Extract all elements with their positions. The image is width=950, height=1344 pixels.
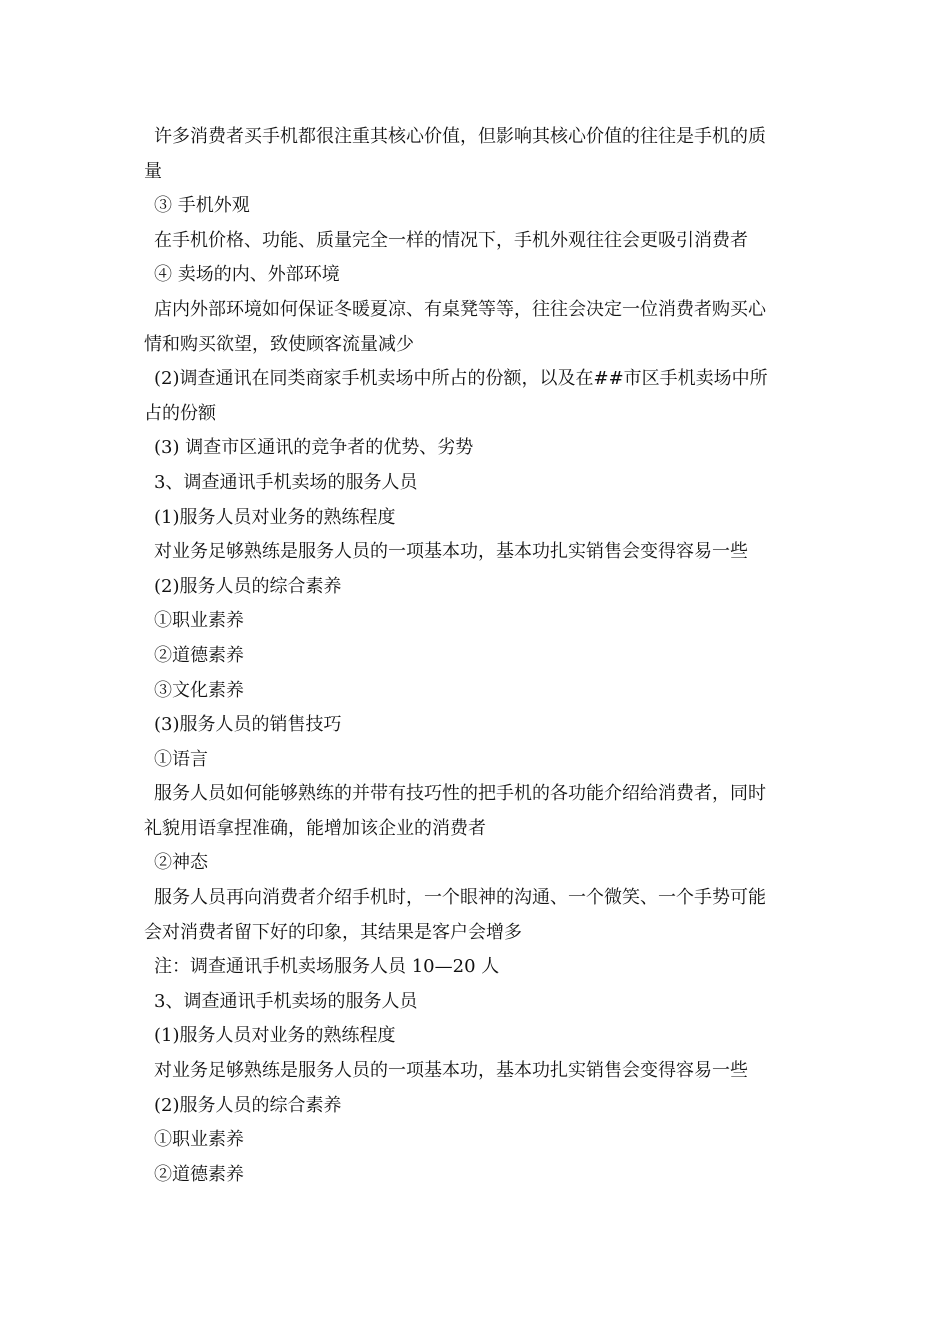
text-line: ②道德素养 xyxy=(154,644,244,666)
text-line: 对业务足够熟练是服务人员的一项基本功，基本功扎实销售会变得容易一些 xyxy=(154,541,748,563)
text-line: (1)服务人员对业务的熟练程度 xyxy=(154,506,396,528)
text-line: ①职业素养 xyxy=(154,1129,244,1151)
text-line: ④ 卖场的内、外部环境 xyxy=(154,264,340,286)
text-line: 在手机价格、功能、质量完全一样的情况下，手机外观往往会更吸引消费者 xyxy=(154,229,748,251)
text-line: 注：调查通讯手机卖场服务人员 10—20 人 xyxy=(154,956,500,978)
text-line: 情和购买欲望，致使顾客流量减少 xyxy=(144,333,414,355)
text-line: 对业务足够熟练是服务人员的一项基本功，基本功扎实销售会变得容易一些 xyxy=(154,1060,748,1082)
text-line: 许多消费者买手机都很注重其核心价值，但影响其核心价值的往往是手机的质 xyxy=(154,126,766,147)
text-line: (3) 调查市区通讯的竞争者的优势、劣势 xyxy=(154,437,474,459)
text-line: ②神态 xyxy=(154,852,208,874)
text-line: 店内外部环境如何保证冬暖夏凉、有桌凳等等，往往会决定一位消费者购买心 xyxy=(154,298,766,320)
text-line: (1)服务人员对业务的熟练程度 xyxy=(154,1025,396,1047)
text-line: (2)调查通讯在同类商家手机卖场中所占的份额，以及在##市区手机卖场中所 xyxy=(154,368,768,390)
text-line: ②道德素养 xyxy=(154,1163,244,1185)
text-line: ③文化素养 xyxy=(154,679,244,701)
text-line: 量 xyxy=(144,160,162,182)
text-line: ③ 手机外观 xyxy=(154,195,250,217)
document-body xyxy=(144,120,814,1192)
text-line: 服务人员如何能够熟练的并带有技巧性的把手机的各功能介绍给消费者，同时 xyxy=(154,783,766,805)
text-line: 3、调查通讯手机卖场的服务人员 xyxy=(154,471,418,493)
text-line: 服务人员再向消费者介绍手机时，一个眼神的沟通、一个微笑、一个手势可能 xyxy=(154,887,766,909)
text-line: (2)服务人员的综合素养 xyxy=(154,575,342,597)
text-line: 占的份额 xyxy=(144,402,216,424)
text-line: 会对消费者留下好的印象，其结果是客户会增多 xyxy=(144,921,522,943)
text-line: (3)服务人员的销售技巧 xyxy=(154,714,342,736)
text-line: 礼貌用语拿捏准确，能增加该企业的消费者 xyxy=(144,817,486,839)
text-line: (2)服务人员的综合素养 xyxy=(154,1094,342,1116)
text-line: ①职业素养 xyxy=(154,610,244,632)
text-line: 3、调查通讯手机卖场的服务人员 xyxy=(154,990,418,1012)
text-line: ①语言 xyxy=(154,748,208,770)
